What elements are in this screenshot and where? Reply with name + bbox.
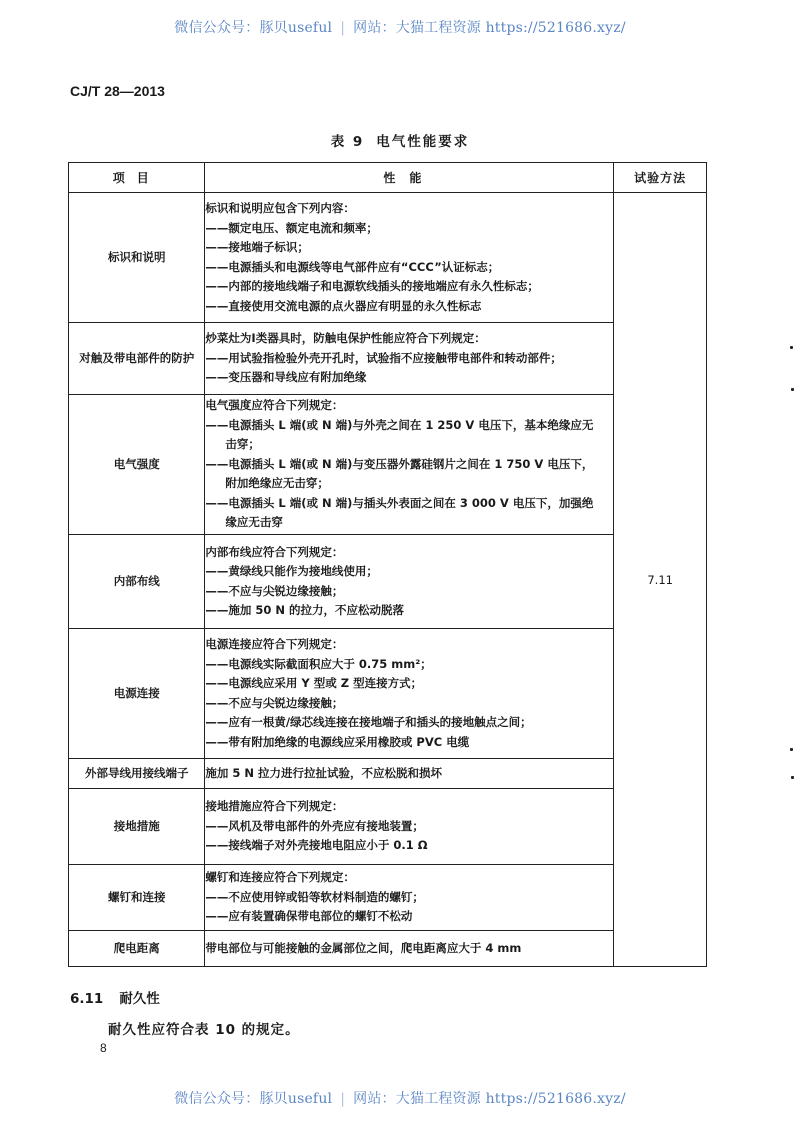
row-performance [205, 759, 614, 789]
perf-line: ——用试验指检验外壳开孔时，试验指不应接触带电部件和转动部件； [205, 350, 562, 365]
perf-line: ——接线端子对外壳接地电阻应小于 0.1 Ω [205, 838, 428, 853]
table-row [69, 865, 707, 931]
perf-line: ——黄绿线只能作为接地线使用； [205, 564, 378, 578]
row-performance [205, 865, 614, 931]
page-number: 8 [100, 1041, 107, 1055]
perf-line: 击穿； [225, 437, 260, 452]
perf-line: ——直接使用交流电源的点火器应有明显的永久性标志 [205, 298, 482, 313]
perf-line: 标识和说明应包含下列内容： [205, 201, 355, 215]
table-row [69, 535, 707, 629]
section-number: 6.11 [70, 991, 104, 1007]
perf-line: 电源连接应符合下列规定： [205, 637, 344, 651]
scan-mark [790, 748, 793, 751]
perf-line: ——不应与尖锐边缘接触； [205, 583, 344, 598]
scan-mark [791, 776, 794, 779]
watermark-bottom [0, 1088, 800, 1108]
perf-line: ——电源插头 L 端(或 N 端)与变压器外露硅钢片之间在 1 750 V 电压下， [205, 456, 594, 471]
table-row [69, 931, 707, 967]
column-header-test-method: 试验方法 [614, 163, 707, 193]
row-item-label: 标识和说明 [69, 193, 205, 323]
perf-line: ——施加 50 N 的拉力，不应松动脱落 [205, 603, 405, 617]
perf-line: ——电源插头 L 端(或 N 端)与插头外表面之间在 3 000 V 电压下，加强绝 [205, 495, 594, 510]
row-item-label: 接地措施 [69, 789, 205, 865]
table-header-row [69, 163, 707, 193]
electrical-requirements-table [68, 162, 707, 967]
row-item-label: 外部导线用接线端子 [69, 759, 205, 789]
row-performance [205, 395, 614, 535]
perf-line: 接地措施应符合下列规定： [205, 799, 344, 814]
table-row [69, 193, 707, 323]
perf-line: ——应有一根黄/绿芯线连接在接地端子和插头的接地触点之间； [205, 715, 532, 729]
perf-line: 附加绝缘应无击穿； [225, 476, 329, 491]
perf-line: 螺钉和连接应符合下列规定： [205, 870, 355, 885]
row-item-label: 内部布线 [69, 535, 205, 629]
watermark-website: 网站：大猫工程资源 https://521686.xyz/ [353, 20, 626, 36]
table-row [69, 759, 707, 789]
watermark-separator: | [340, 20, 346, 36]
table-row [69, 323, 707, 395]
standard-code: CJ/T 28—2013 [70, 83, 165, 99]
perf-line: ——应有装置确保带电部位的螺钉不松动 [205, 909, 413, 924]
perf-line: 缘应无击穿 [225, 515, 283, 530]
column-header-item: 项目 [69, 163, 205, 193]
table-row [69, 629, 707, 759]
perf-line: 炒菜灶为Ⅰ类器具时，防触电保护性能应符合下列规定： [205, 331, 486, 346]
perf-line: 内部布线应符合下列规定： [205, 544, 344, 559]
perf-line: ——不应使用锌或铅等软材料制造的螺钉； [205, 889, 424, 904]
row-item-label: 电源连接 [69, 629, 205, 759]
perf-line: ——带有附加绝缘的电源线应采用橡胶或 PVC 电缆 [205, 734, 470, 749]
row-performance [205, 323, 614, 395]
perf-line: ——风机及带电部件的外壳应有接地装置； [205, 818, 424, 833]
section-heading [70, 987, 160, 1007]
perf-line: ——电源线实际截面积应大于 0.75 mm²； [205, 656, 432, 671]
perf-line: ——额定电压、额定电流和频率； [205, 220, 378, 235]
row-item-label: 电气强度 [69, 395, 205, 535]
row-item-label: 爬电距离 [69, 931, 205, 967]
table-row [69, 789, 707, 865]
watermark-separator: | [340, 1091, 346, 1107]
row-performance [205, 629, 614, 759]
row-performance [205, 535, 614, 629]
table-title [0, 130, 800, 150]
test-method-cell: 7.11 [614, 193, 707, 967]
row-item-label: 螺钉和连接 [69, 865, 205, 931]
perf-line: ——变压器和导线应有附加绝缘 [205, 370, 367, 385]
scan-mark [790, 346, 793, 349]
perf-line: 带电部位与可能接触的金属部位之间，爬电距离应大于 4 mm [205, 940, 522, 955]
table-row [69, 395, 707, 535]
watermark-website: 网站：大猫工程资源 https://521686.xyz/ [353, 1091, 626, 1107]
scan-mark [791, 388, 794, 391]
perf-line: ——不应与尖锐边缘接触； [205, 695, 344, 710]
perf-line: ——电源插头 L 端(或 N 端)与外壳之间在 1 250 V 电压下，基本绝缘应无 [205, 417, 594, 432]
watermark-wechat: 微信公众号：豚贝useful [174, 20, 333, 36]
watermark-wechat: 微信公众号：豚贝useful [174, 1091, 333, 1107]
perf-line: 电气强度应符合下列规定： [205, 398, 344, 413]
table-number: 表 9 [330, 134, 365, 150]
table-caption: 电气性能要求 [376, 134, 470, 150]
perf-line: ——接地端子标识； [205, 240, 309, 254]
perf-line: 施加 5 N 拉力进行拉扯试验，不应松脱和损坏 [205, 765, 443, 780]
watermark-top [0, 17, 800, 37]
row-performance [205, 193, 614, 323]
section-body-text: 耐久性应符合表 10 的规定。 [108, 1022, 300, 1038]
column-header-performance: 性能 [205, 163, 614, 193]
row-item-label: 对触及带电部件的防护 [69, 323, 205, 395]
perf-line: ——内部的接地线端子和电源软线插头的接地端应有永久性标志； [205, 279, 539, 293]
section-title: 耐久性 [119, 991, 160, 1007]
row-performance [205, 789, 614, 865]
perf-line: ——电源插头和电源线等电气部件应有“CCC”认证标志； [205, 259, 500, 274]
row-performance [205, 931, 614, 967]
perf-line: ——电源线应采用 Y 型或 Z 型连接方式； [205, 676, 423, 690]
